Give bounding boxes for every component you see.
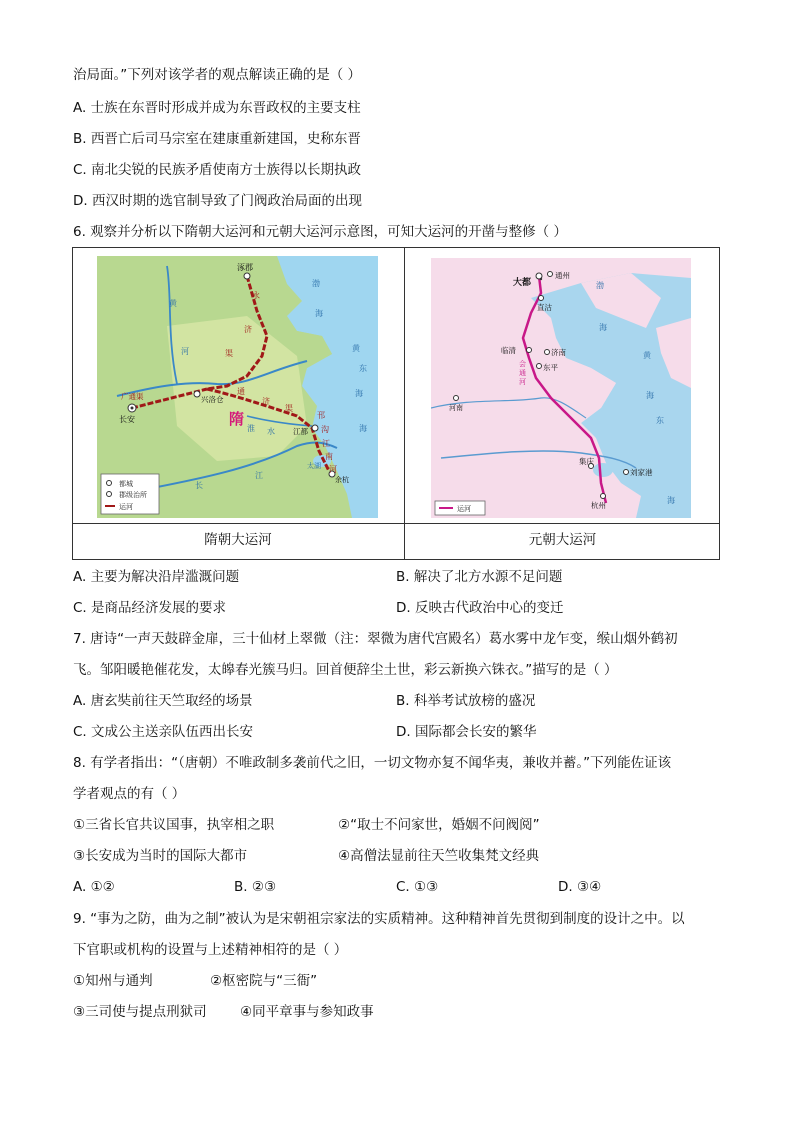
q8-stem-line1: 8. 有学者指出：“（唐朝）不唯政制多袭前代之旧，一切文物亦复不闻华夷，兼收并蓄。”下列能佐证该: [73, 755, 672, 771]
sui-city-zhuojun: 涿郡: [237, 263, 253, 272]
yuan-water-label: 黄: [643, 351, 651, 360]
q8-stem-line2: 学者观点的有（ ）: [73, 786, 186, 802]
yuan-city-jiqing: 集庆: [579, 457, 594, 466]
q5-option-b[interactable]: B. 西晋亡后司马宗室在建康重新建国，史称东晋: [73, 131, 361, 147]
q8-item-3: ③长安成为当时的国际大都市: [73, 848, 248, 864]
sui-canal-label: 济: [262, 397, 270, 406]
q8-option-d[interactable]: D. ③④: [558, 879, 602, 895]
q6-option-d[interactable]: D. 反映古代政治中心的变迁: [396, 600, 564, 616]
q9-stem-line2: 下官职或机构的设置与上述精神相符的是（ ）: [73, 942, 348, 958]
yuan-city-hangzhou: 杭州: [591, 501, 606, 510]
sui-legend-capital: 都城: [119, 480, 133, 488]
q8-option-b[interactable]: B. ②③: [234, 879, 277, 895]
sui-canal-label: 通: [237, 387, 245, 396]
sui-canal-label: 渠: [285, 404, 293, 413]
yuan-city-jinan: 济南: [551, 348, 566, 357]
sui-water-label: 河: [181, 347, 189, 356]
q7-option-d[interactable]: D. 国际都会长安的繁华: [396, 724, 537, 740]
sui-city-jiangdu: 江都: [293, 427, 308, 436]
yuan-city-zhigu: 直沽: [537, 303, 552, 312]
sui-canal-label: 沟: [321, 425, 329, 434]
yuan-city-liujiagang: 刘家港: [630, 468, 653, 477]
q7-stem-line2: 飞。邹阳暖艳催花发，太皞春光簇马归。回首便辞尘土世，彩云新换六铢衣。”描写的是（ ）: [73, 662, 618, 678]
sui-canal-label: 永: [252, 291, 260, 300]
sui-water-label: 海: [359, 424, 367, 433]
yuan-water-label: 东: [656, 416, 664, 425]
q5-option-d[interactable]: D. 西汉时期的选官制导致了门阀政治局面的出现: [73, 193, 362, 209]
sui-canal-label: 渠: [225, 349, 233, 358]
q8-item-2: ②“取士不问家世，婚姻不问阀阅”: [338, 817, 540, 833]
yuan-water-label: 渤: [596, 281, 604, 290]
q6-option-a[interactable]: A. 主要为解决沿岸滥溉问题: [73, 569, 240, 585]
sui-canal-label: 邗: [317, 411, 325, 420]
sui-water-label: 黄: [169, 299, 177, 308]
sui-legend-canal: 运河: [119, 503, 133, 511]
q9-item-4: ④同平章事与参知政事: [240, 1004, 374, 1020]
yuan-water-label: 海: [646, 391, 654, 400]
yuan-city-dongping: 东平: [543, 363, 558, 372]
yuan-canal-label: 会: [519, 360, 526, 368]
sui-dynasty-label: 隋: [229, 410, 245, 428]
yuan-map-caption: 元朝大运河: [528, 532, 597, 548]
yuan-city-henan: 河南: [449, 404, 463, 412]
q8-item-1: ①三省长官共议国事，执宰相之职: [73, 817, 275, 833]
sui-water-label: 海: [315, 309, 323, 318]
q8-item-4: ④高僧法显前往天竺收集梵文经典: [338, 848, 540, 864]
yuan-water-label: 海: [667, 496, 675, 505]
q7-option-b[interactable]: B. 科举考试放榜的盛况: [396, 693, 536, 709]
yuan-canal-label: 通: [519, 369, 526, 377]
sui-city-xingluocang: 兴洛仓: [201, 395, 224, 404]
sui-canal-label: 济: [244, 325, 252, 334]
q6-option-c[interactable]: C. 是商品经济发展的要求: [73, 600, 227, 616]
sui-water-label: 淮: [247, 424, 255, 433]
sui-water-label: 海: [355, 389, 363, 398]
sui-canal-label: 南: [325, 452, 333, 461]
sui-canal-label: 江: [322, 439, 330, 448]
sui-canal-label: 河: [329, 465, 337, 474]
sui-map-caption: 隋朝大运河: [204, 532, 272, 548]
sui-legend-prefecture: 郡级治所: [119, 491, 147, 499]
sui-water-label: 渤: [312, 279, 320, 288]
sui-canal-map: [97, 256, 378, 518]
yuan-city-tongzhou: 通州: [555, 271, 570, 280]
map-table-caption-line: [72, 523, 720, 524]
sui-water-label: 东: [359, 364, 367, 373]
q5-option-c[interactable]: C. 南北尖锐的民族矛盾使南方士族得以长期执政: [73, 162, 362, 178]
q7-stem-line1: 7. 唐诗“一声天鼓辟金扉，三十仙材上翠微（注：翠微为唐代宫殿名）葛水雾中龙乍变，缑山烟外鹤初: [73, 631, 678, 647]
q6-stem: 6. 观察并分析以下隋朝大运河和元朝大运河示意图，可知大运河的开凿与整修（ ）: [73, 224, 567, 240]
q5-stem-continuation: 治局面。”下列对该学者的观点解读正确的是（ ）: [73, 67, 362, 83]
sui-city-changan: 长安: [119, 415, 135, 424]
sui-city-yuhang: 余杭: [335, 476, 349, 484]
yuan-legend-canal: 运河: [457, 505, 471, 513]
sui-water-label: 江: [255, 471, 263, 480]
yuan-water-label: 海: [599, 323, 607, 332]
sui-water-label: 黄: [352, 344, 360, 353]
sui-canal-label: 广通渠: [121, 392, 144, 401]
q8-option-c[interactable]: C. ①③: [396, 879, 439, 895]
q9-item-2: ②枢密院与“三衙”: [210, 973, 318, 989]
q7-option-c[interactable]: C. 文成公主送亲队伍西出长安: [73, 724, 254, 740]
q9-item-3: ③三司使与提点刑狱司: [73, 1004, 207, 1020]
sui-water-label: 太湖: [307, 462, 321, 470]
q9-stem-line1: 9. “事为之防，曲为之制”被认为是宋朝祖宗家法的实质精神。这种精神首先贯彻到制度的设计之中。以: [73, 911, 685, 927]
yuan-city-linqing: 临清: [501, 346, 516, 355]
q6-option-b[interactable]: B. 解决了北方水源不足问题: [396, 569, 563, 585]
yuan-canal-label: 河: [519, 378, 526, 386]
map-table-divider: [404, 247, 405, 560]
q8-option-a[interactable]: A. ①②: [73, 879, 115, 895]
sui-water-label: 水: [267, 427, 275, 436]
q5-option-a[interactable]: A. 士族在东晋时形成并成为东晋政权的主要支柱: [73, 100, 361, 116]
yuan-city-dadu: 大都: [513, 278, 532, 288]
q7-option-a[interactable]: A. 唐玄奘前往天竺取经的场景: [73, 693, 253, 709]
q9-item-1: ①知州与通判: [73, 973, 153, 989]
yuan-canal-map: [431, 258, 691, 518]
sui-water-label: 长: [195, 481, 203, 490]
